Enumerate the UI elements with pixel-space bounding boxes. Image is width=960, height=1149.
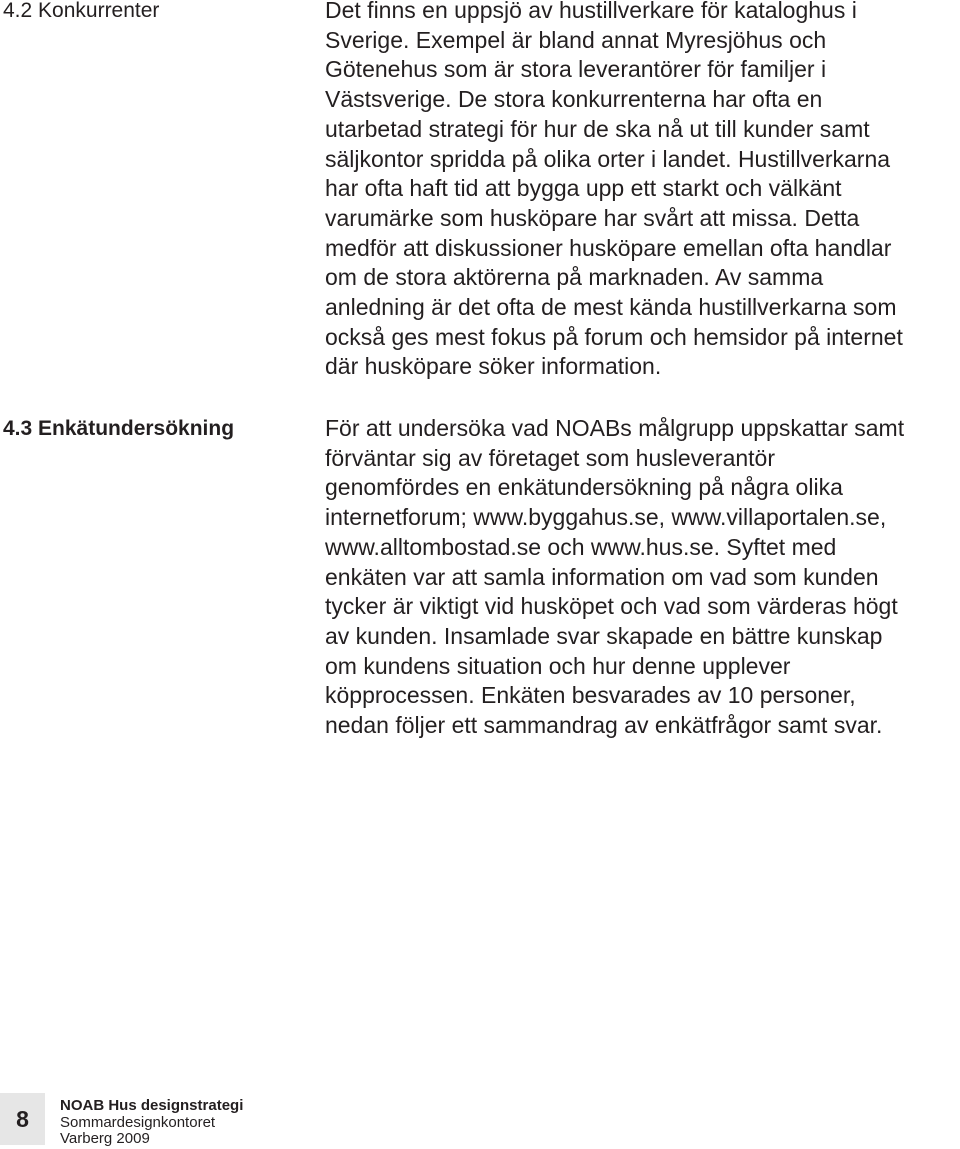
body-line: av kunden. Insamlade svar skapade en bättre kunskap <box>325 622 883 649</box>
footer-title: NOAB Hus designstrategi <box>60 1097 244 1114</box>
body-line: också ges mest fokus på forum och hemsidor på internet <box>325 323 903 350</box>
body-line: Västsverige. De stora konkurrenterna har ofta en <box>325 86 823 113</box>
body-line: enkäten var att samla information om vad som kunden <box>325 563 879 590</box>
body-line: om de stora aktörerna på marknaden. Av samma <box>325 264 824 291</box>
footer-organization: Sommardesignkontoret <box>60 1113 216 1131</box>
body-line: Sverige. Exempel är bland annat Myresjöhus och <box>325 26 827 53</box>
body-line: varumärke som husköpare har svårt att missa. Detta <box>325 204 860 231</box>
body-line: förväntar sig av företaget som husleverantör <box>325 444 776 471</box>
page-footer <box>0 1093 960 1149</box>
body-line: där husköpare söker information. <box>325 353 662 380</box>
body-line: om kundens situation och hur denne upplever <box>325 652 791 679</box>
body-line: internetforum; www.byggahus.se, www.villaportalen.se, <box>325 504 887 531</box>
body-line: nedan följer ett sammandrag av enkätfrågor samt svar. <box>325 712 883 739</box>
section-heading: 4.2 Konkurrenter <box>3 0 160 22</box>
body-line: Det finns en uppsjö av hustillverkare för kataloghus i <box>325 0 857 23</box>
body-line: utarbetad strategi för hur de ska nå ut till kunder samt <box>325 115 870 142</box>
body-line: genomfördes en enkätundersökning på några olika <box>325 474 843 501</box>
body-line: anledning är det ofta de mest kända hustillverkarna som <box>325 294 897 321</box>
body-line: www.alltombostad.se och www.hus.se. Syftet med <box>325 533 837 560</box>
body-line: köpprocessen. Enkäten besvarades av 10 personer, <box>325 682 856 709</box>
section-body <box>325 0 959 382</box>
page-number: 8 <box>0 1093 45 1145</box>
body-line: medför att diskussioner husköpare emellan ofta handlar <box>325 234 892 261</box>
footer-info <box>60 1098 243 1148</box>
footer-place-year: Varberg 2009 <box>60 1130 150 1147</box>
section-body <box>325 414 959 741</box>
body-line: Götenehus som är stora leverantörer för familjer i <box>325 56 827 83</box>
body-line: För att undersöka vad NOABs målgrupp uppskattar samt <box>325 415 905 441</box>
body-line: tycker är viktigt vid husköpet och vad som värderas högt <box>325 593 898 620</box>
body-line: har ofta haft tid att bygga upp ett starkt och välkänt <box>325 175 842 202</box>
section-heading: 4.3 Enkätundersökning <box>3 417 235 440</box>
body-line: säljkontor spridda på olika orter i landet. Hustillverkarna <box>325 145 891 172</box>
